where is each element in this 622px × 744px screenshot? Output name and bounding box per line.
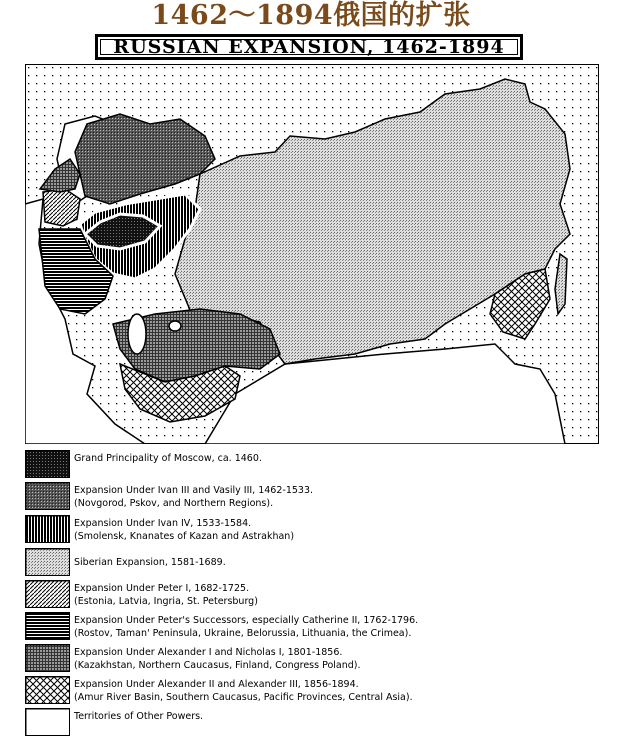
legend-line2: (Rostov, Taman' Peninsula, Ukraine, Belorussia, Lithuania, the Crimea). <box>74 628 412 639</box>
russia-expansion-map <box>25 64 599 444</box>
legend-line1: Expansion Under Ivan III and Vasily III, 1462-1533. <box>74 485 314 496</box>
legend-swatch-moscow <box>25 450 70 478</box>
map-caspian-sea <box>128 314 146 354</box>
legend-swatch-ivan4 <box>25 515 70 543</box>
legend-text-peter <box>74 582 258 608</box>
legend-swatch-catherine <box>25 612 70 640</box>
legend-line1: Expansion Under Ivan IV, 1533-1584. <box>74 518 252 529</box>
legend-line1: Expansion Under Alexander II and Alexander III, 1856-1894. <box>74 679 359 690</box>
legend-line1: Territories of Other Powers. <box>74 711 204 722</box>
legend-swatch-alex2 <box>25 676 70 704</box>
legend-line2: (Kazakhstan, Northern Caucasus, Finland, Congress Poland). <box>74 660 361 671</box>
map-peter-region <box>43 189 80 226</box>
legend-text-moscow <box>74 452 262 465</box>
legend-text-alex2 <box>74 678 413 704</box>
legend-line1: Expansion Under Peter I, 1682-1725. <box>74 583 250 594</box>
legend-line2: (Novgorod, Pskov, and Northern Regions). <box>74 498 274 509</box>
legend-text-ivan4 <box>74 517 294 543</box>
legend-text-alex1 <box>74 646 361 672</box>
legend-swatch-ivan3 <box>25 482 70 510</box>
legend-line2: (Smolensk, Knanates of Kazan and Astrakhan) <box>74 531 295 542</box>
legend-text-siberia <box>74 556 226 569</box>
legend-line1: Expansion Under Peter's Successors, especially Catherine II, 1762-1796. <box>74 615 419 626</box>
legend-swatch-alex1 <box>25 644 70 672</box>
legend-line1: Grand Principality of Moscow, ca. 1460. <box>74 453 262 464</box>
legend-line2: (Amur River Basin, Southern Caucasus, Pacific Provinces, Central Asia). <box>74 692 413 703</box>
legend-swatch-siberia <box>25 548 70 576</box>
legend-line1: Siberian Expansion, 1581-1689. <box>74 557 226 568</box>
legend-text-ivan3 <box>74 484 313 510</box>
page-title-chinese: 1462～1894俄国的扩张 <box>151 0 471 31</box>
page-title-english <box>95 34 523 60</box>
legend-line1: Expansion Under Alexander I and Nicholas I, 1801-1856. <box>74 647 343 658</box>
legend-swatch-other <box>25 708 70 736</box>
legend-line2: (Estonia, Latvia, Ingria, St. Petersburg) <box>74 596 258 607</box>
map-aral-sea <box>169 321 181 331</box>
legend-text-other <box>74 710 203 723</box>
legend-swatch-peter <box>25 580 70 608</box>
title-english-text: RUSSIAN EXPANSION, 1462-1894 <box>113 36 505 58</box>
legend-text-catherine <box>74 614 418 640</box>
